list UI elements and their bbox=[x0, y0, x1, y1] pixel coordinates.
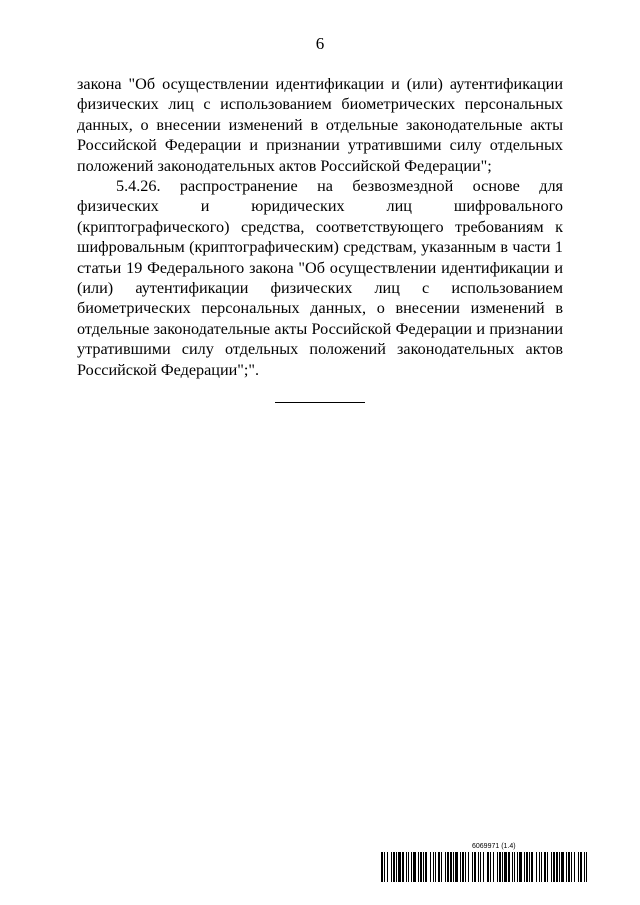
paragraph-item-5-4-26: 5.4.26. распространение на безвозмездной основе для физических и юридических лиц шифровального (криптографического) средства, соответствующего требованиям к шифровальным (криптографическим) средствам, указанным в части 1 статьи 19 Федерального закона "Об осуществлении идентификации и (или) аутентификации физических лиц с использованием биометрических персональных данных, о внесении изменений в отдельные законодательные акты Российской Федерации и признании утратившими силу отдельных положений законодательных актов Российской Федерации";". bbox=[77, 177, 563, 379]
document-body bbox=[77, 74, 563, 380]
paragraph-continuation: закона "Об осуществлении идентификации и (или) аутентификации физических лиц с использованием биометрических персональных данных, о внесении изменений в отдельные законодательные акты Российской Федерации и признании утратившими силу отдельных положений законодательных актов Российской Федерации"; bbox=[77, 75, 563, 175]
page-number: 6 bbox=[315, 34, 325, 53]
document-code: 6069971 (1.4) bbox=[472, 843, 516, 850]
end-separator-line bbox=[275, 402, 365, 403]
barcode-icon bbox=[381, 852, 588, 882]
